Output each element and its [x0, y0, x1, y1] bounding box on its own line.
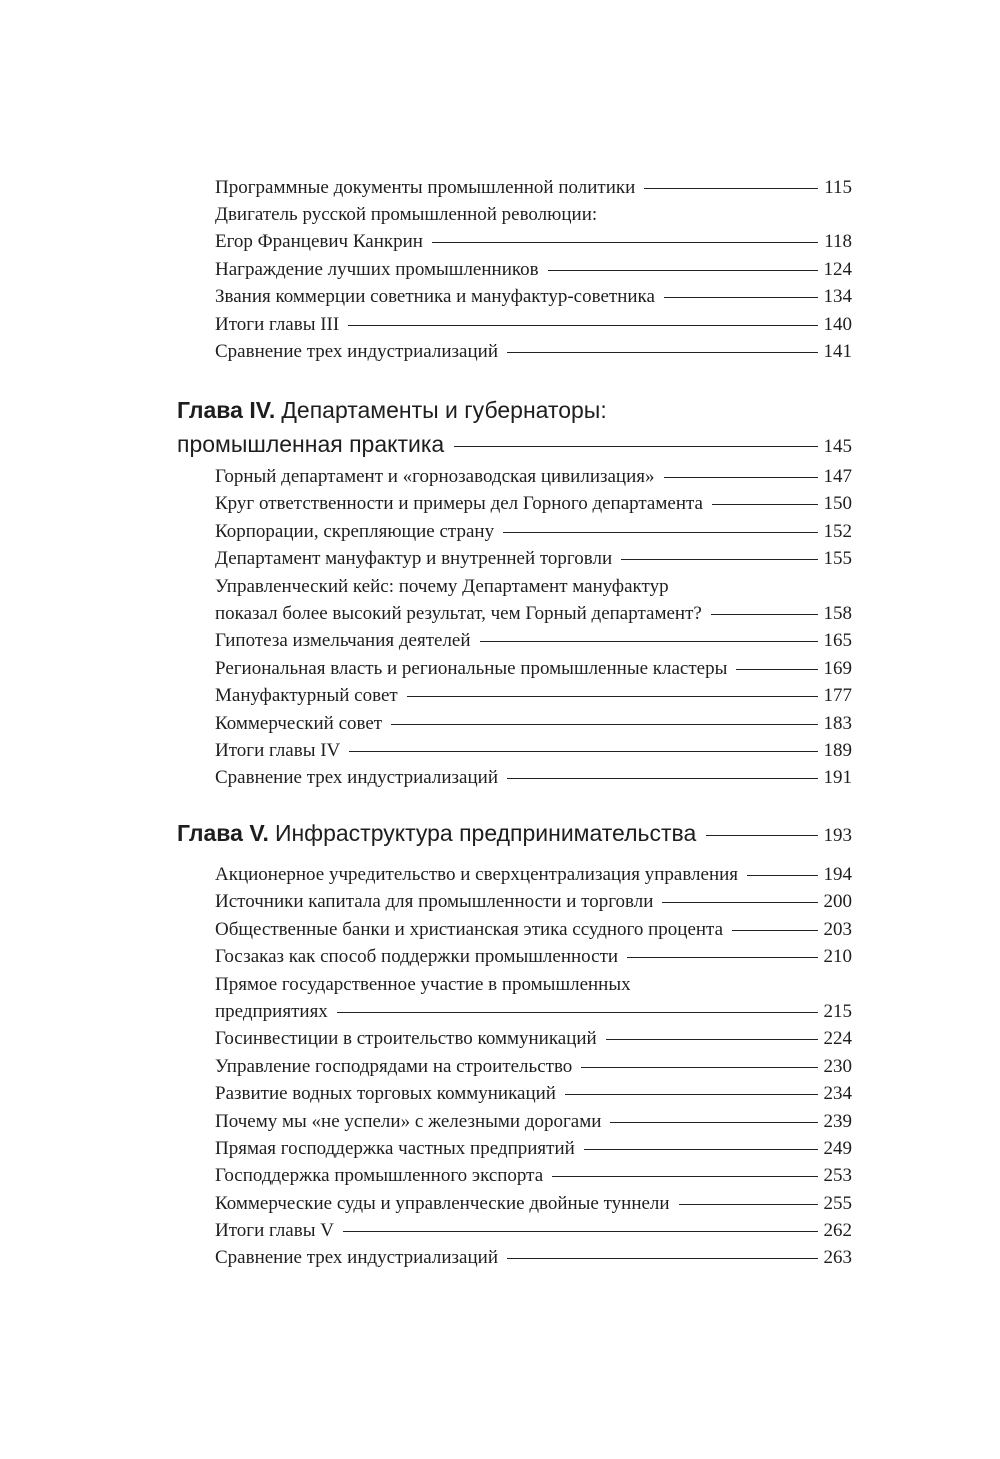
toc-entry-title: Егор Францевич Канкрин — [215, 231, 423, 252]
toc-entry-title: Горный департамент и «горнозаводская цивилизация» — [215, 466, 655, 487]
toc-entry-page: 189 — [823, 740, 852, 761]
toc-entry-title: Управленческий кейс: почему Департамент мануфактур — [215, 576, 669, 597]
toc-entry-title: Двигатель русской промышленной революции: — [215, 204, 598, 225]
dot-leader — [407, 696, 818, 697]
toc-entry-title: Прямое государственное участие в промышленных — [215, 974, 631, 995]
toc-entry-page: 152 — [823, 521, 852, 542]
toc-entry[interactable] — [215, 655, 852, 682]
toc-entry-page: 115 — [824, 177, 852, 198]
toc-entry-page: 177 — [823, 685, 852, 706]
toc-entry-page: 140 — [823, 314, 852, 335]
toc-entry[interactable] — [215, 201, 852, 228]
toc-entry-page: 155 — [823, 548, 852, 569]
dot-leader — [503, 532, 817, 533]
toc-entry-title: Госинвестиции в строительство коммуникаций — [215, 1028, 597, 1049]
toc-entry[interactable] — [215, 174, 852, 201]
toc-entry[interactable] — [215, 1053, 852, 1080]
dot-leader — [712, 504, 818, 505]
dot-leader — [644, 188, 818, 189]
toc-entry-page: 255 — [823, 1193, 852, 1214]
toc-entry-title: Развитие водных торговых коммуникаций — [215, 1083, 556, 1104]
toc-entry-title: Круг ответственности и примеры дел Горного департамента — [215, 493, 703, 514]
toc-entry[interactable] — [215, 228, 852, 255]
toc-entry[interactable] — [215, 311, 852, 338]
toc-entry-page: 134 — [823, 286, 852, 307]
dot-leader — [621, 559, 817, 560]
toc-entry-page: 253 — [823, 1165, 852, 1186]
toc-entry-title: Звания коммерции советника и мануфактур-советника — [215, 286, 655, 307]
toc-entry-page: 158 — [823, 603, 852, 624]
toc-entry-title: Награждение лучших промышленников — [215, 259, 539, 280]
dot-leader — [584, 1149, 818, 1150]
toc-entry[interactable] — [215, 737, 852, 764]
toc-entry[interactable] — [215, 861, 852, 888]
toc-entry[interactable] — [215, 338, 852, 365]
toc-entry-title: Сравнение трех индустриализаций — [215, 341, 498, 362]
toc-entry[interactable] — [215, 1080, 852, 1107]
toc-entry[interactable] — [215, 1162, 852, 1189]
toc-entry-page: 150 — [823, 493, 852, 514]
toc-entry-title: Сравнение трех индустриализаций — [215, 1247, 498, 1268]
chapter-label: Глава V. — [177, 820, 269, 846]
dot-leader — [581, 1067, 817, 1068]
dot-leader — [480, 641, 818, 642]
toc-entry[interactable] — [215, 256, 852, 283]
toc-entry[interactable] — [215, 600, 852, 627]
toc-entry-title: Сравнение трех индустриализаций — [215, 767, 498, 788]
toc-entry[interactable] — [215, 1190, 852, 1217]
dot-leader — [565, 1094, 818, 1095]
toc-entry-page: 210 — [823, 946, 852, 967]
toc-entry-title: Источники капитала для промышленности и торговли — [215, 891, 654, 912]
toc-entry-page: 234 — [823, 1083, 852, 1104]
dot-leader — [606, 1039, 818, 1040]
dot-leader — [432, 242, 818, 243]
toc-entry-page: 124 — [823, 259, 852, 280]
chapter-title-line: Департаменты и губернаторы: — [281, 397, 607, 423]
toc-entry[interactable] — [215, 283, 852, 310]
toc-entry-page: 249 — [823, 1138, 852, 1159]
toc-entry[interactable] — [215, 463, 852, 490]
dot-leader — [747, 875, 817, 876]
dot-leader — [664, 297, 818, 298]
dot-leader — [610, 1122, 817, 1123]
dot-leader — [711, 614, 818, 615]
toc-entry-page: 141 — [823, 341, 852, 362]
toc-entry-title: Корпорации, скрепляющие страну — [215, 521, 495, 542]
toc-entry[interactable] — [215, 916, 852, 943]
dot-leader — [664, 477, 818, 478]
dot-leader — [627, 957, 817, 958]
toc-entry[interactable] — [215, 1217, 852, 1244]
toc-entry-page: 118 — [824, 231, 852, 252]
toc-entry-title: Программные документы промышленной политики — [215, 177, 636, 198]
toc-entry[interactable] — [215, 971, 852, 998]
toc-entry-page: 169 — [823, 658, 852, 679]
toc-entry[interactable] — [215, 545, 852, 572]
toc-entry[interactable] — [215, 518, 852, 545]
toc-entry-page: 200 — [823, 891, 852, 912]
toc-entry-title: Итоги главы IV — [215, 740, 341, 761]
toc-entry-page: 194 — [823, 864, 852, 885]
toc-entry[interactable] — [215, 943, 852, 970]
toc-entry-title: Мануфактурный совет — [215, 685, 398, 706]
toc-entry-title: Господдержка промышленного экспорта — [215, 1165, 544, 1186]
toc-entry-page: 239 — [823, 1111, 852, 1132]
toc-entry[interactable] — [215, 710, 852, 737]
toc-entry[interactable] — [215, 573, 852, 600]
toc-entry[interactable] — [215, 998, 852, 1025]
toc-entry-page: 203 — [823, 919, 852, 940]
toc-entry-title: Итоги главы V — [215, 1220, 334, 1241]
toc-entry-title: Региональная власть и региональные промышленные кластеры — [215, 658, 728, 679]
dot-leader — [507, 1258, 818, 1259]
dot-leader — [391, 724, 817, 725]
chapter-title-line: Инфраструктура предпринимательства — [274, 820, 697, 846]
toc-entry-page: 262 — [823, 1220, 852, 1241]
toc-entry-page: 147 — [823, 466, 852, 487]
toc-entry-title: Общественные банки и христианская этика ссудного процента — [215, 919, 724, 940]
toc-entry-page: 224 — [823, 1028, 852, 1049]
dot-leader — [454, 446, 817, 447]
toc-entry-title: Прямая господдержка частных предприятий — [215, 1138, 575, 1159]
toc-entry-title: Итоги главы III — [215, 314, 340, 335]
toc-entry-title: предприятиях — [215, 1001, 328, 1022]
toc-entry-title: Госзаказ как способ поддержки промышленности — [215, 946, 619, 967]
toc-entry[interactable] — [215, 1025, 852, 1052]
toc-entry[interactable] — [215, 888, 852, 915]
dot-leader — [732, 930, 817, 931]
toc-entry-page: 191 — [823, 767, 852, 788]
dot-leader — [736, 669, 817, 670]
chapter-page: 145 — [823, 436, 852, 457]
toc-entry-title: Коммерческие суды и управленческие двойные туннели — [215, 1193, 670, 1214]
dot-leader — [507, 352, 818, 353]
dot-leader — [662, 902, 817, 903]
dot-leader — [507, 778, 818, 779]
toc-entry[interactable] — [215, 490, 852, 517]
chapter-page: 193 — [823, 825, 852, 846]
dot-leader — [552, 1176, 817, 1177]
toc-entry[interactable] — [215, 1244, 852, 1271]
dot-leader — [343, 1231, 818, 1232]
toc-entry-page: 165 — [823, 630, 852, 651]
toc-entry-title: Акционерное учредительство и сверхцентрализация управления — [215, 864, 739, 885]
dot-leader — [348, 325, 817, 326]
toc-entry[interactable] — [215, 764, 852, 791]
toc-entry-title: Коммерческий совет — [215, 713, 383, 734]
chapter-heading[interactable] — [177, 816, 852, 850]
dot-leader — [349, 751, 817, 752]
toc-entry[interactable] — [215, 1135, 852, 1162]
chapter-heading[interactable] — [177, 393, 852, 461]
toc-entry-title: Почему мы «не успели» с железными дорогами — [215, 1111, 602, 1132]
chapter-title-line: промышленная практика — [177, 431, 445, 457]
chapter-label: Глава IV. — [177, 397, 276, 423]
dot-leader — [548, 270, 818, 271]
dot-leader — [337, 1012, 818, 1013]
toc-entry-title: показал более высокий результат, чем Горный департамент? — [215, 603, 702, 624]
toc-entry-page: 230 — [823, 1056, 852, 1077]
toc-entry-page: 263 — [823, 1247, 852, 1268]
dot-leader — [679, 1204, 818, 1205]
toc-entry[interactable] — [215, 682, 852, 709]
dot-leader — [706, 835, 817, 836]
toc-entry-title: Департамент мануфактур и внутренней торговли — [215, 548, 613, 569]
toc-entry-page: 183 — [823, 713, 852, 734]
toc-entry-title: Управление господрядами на строительство — [215, 1056, 573, 1077]
toc-entry[interactable] — [215, 627, 852, 654]
toc-entry[interactable] — [215, 1108, 852, 1135]
toc-entry-title: Гипотеза измельчания деятелей — [215, 630, 471, 651]
toc-entry-page: 215 — [823, 1001, 852, 1022]
